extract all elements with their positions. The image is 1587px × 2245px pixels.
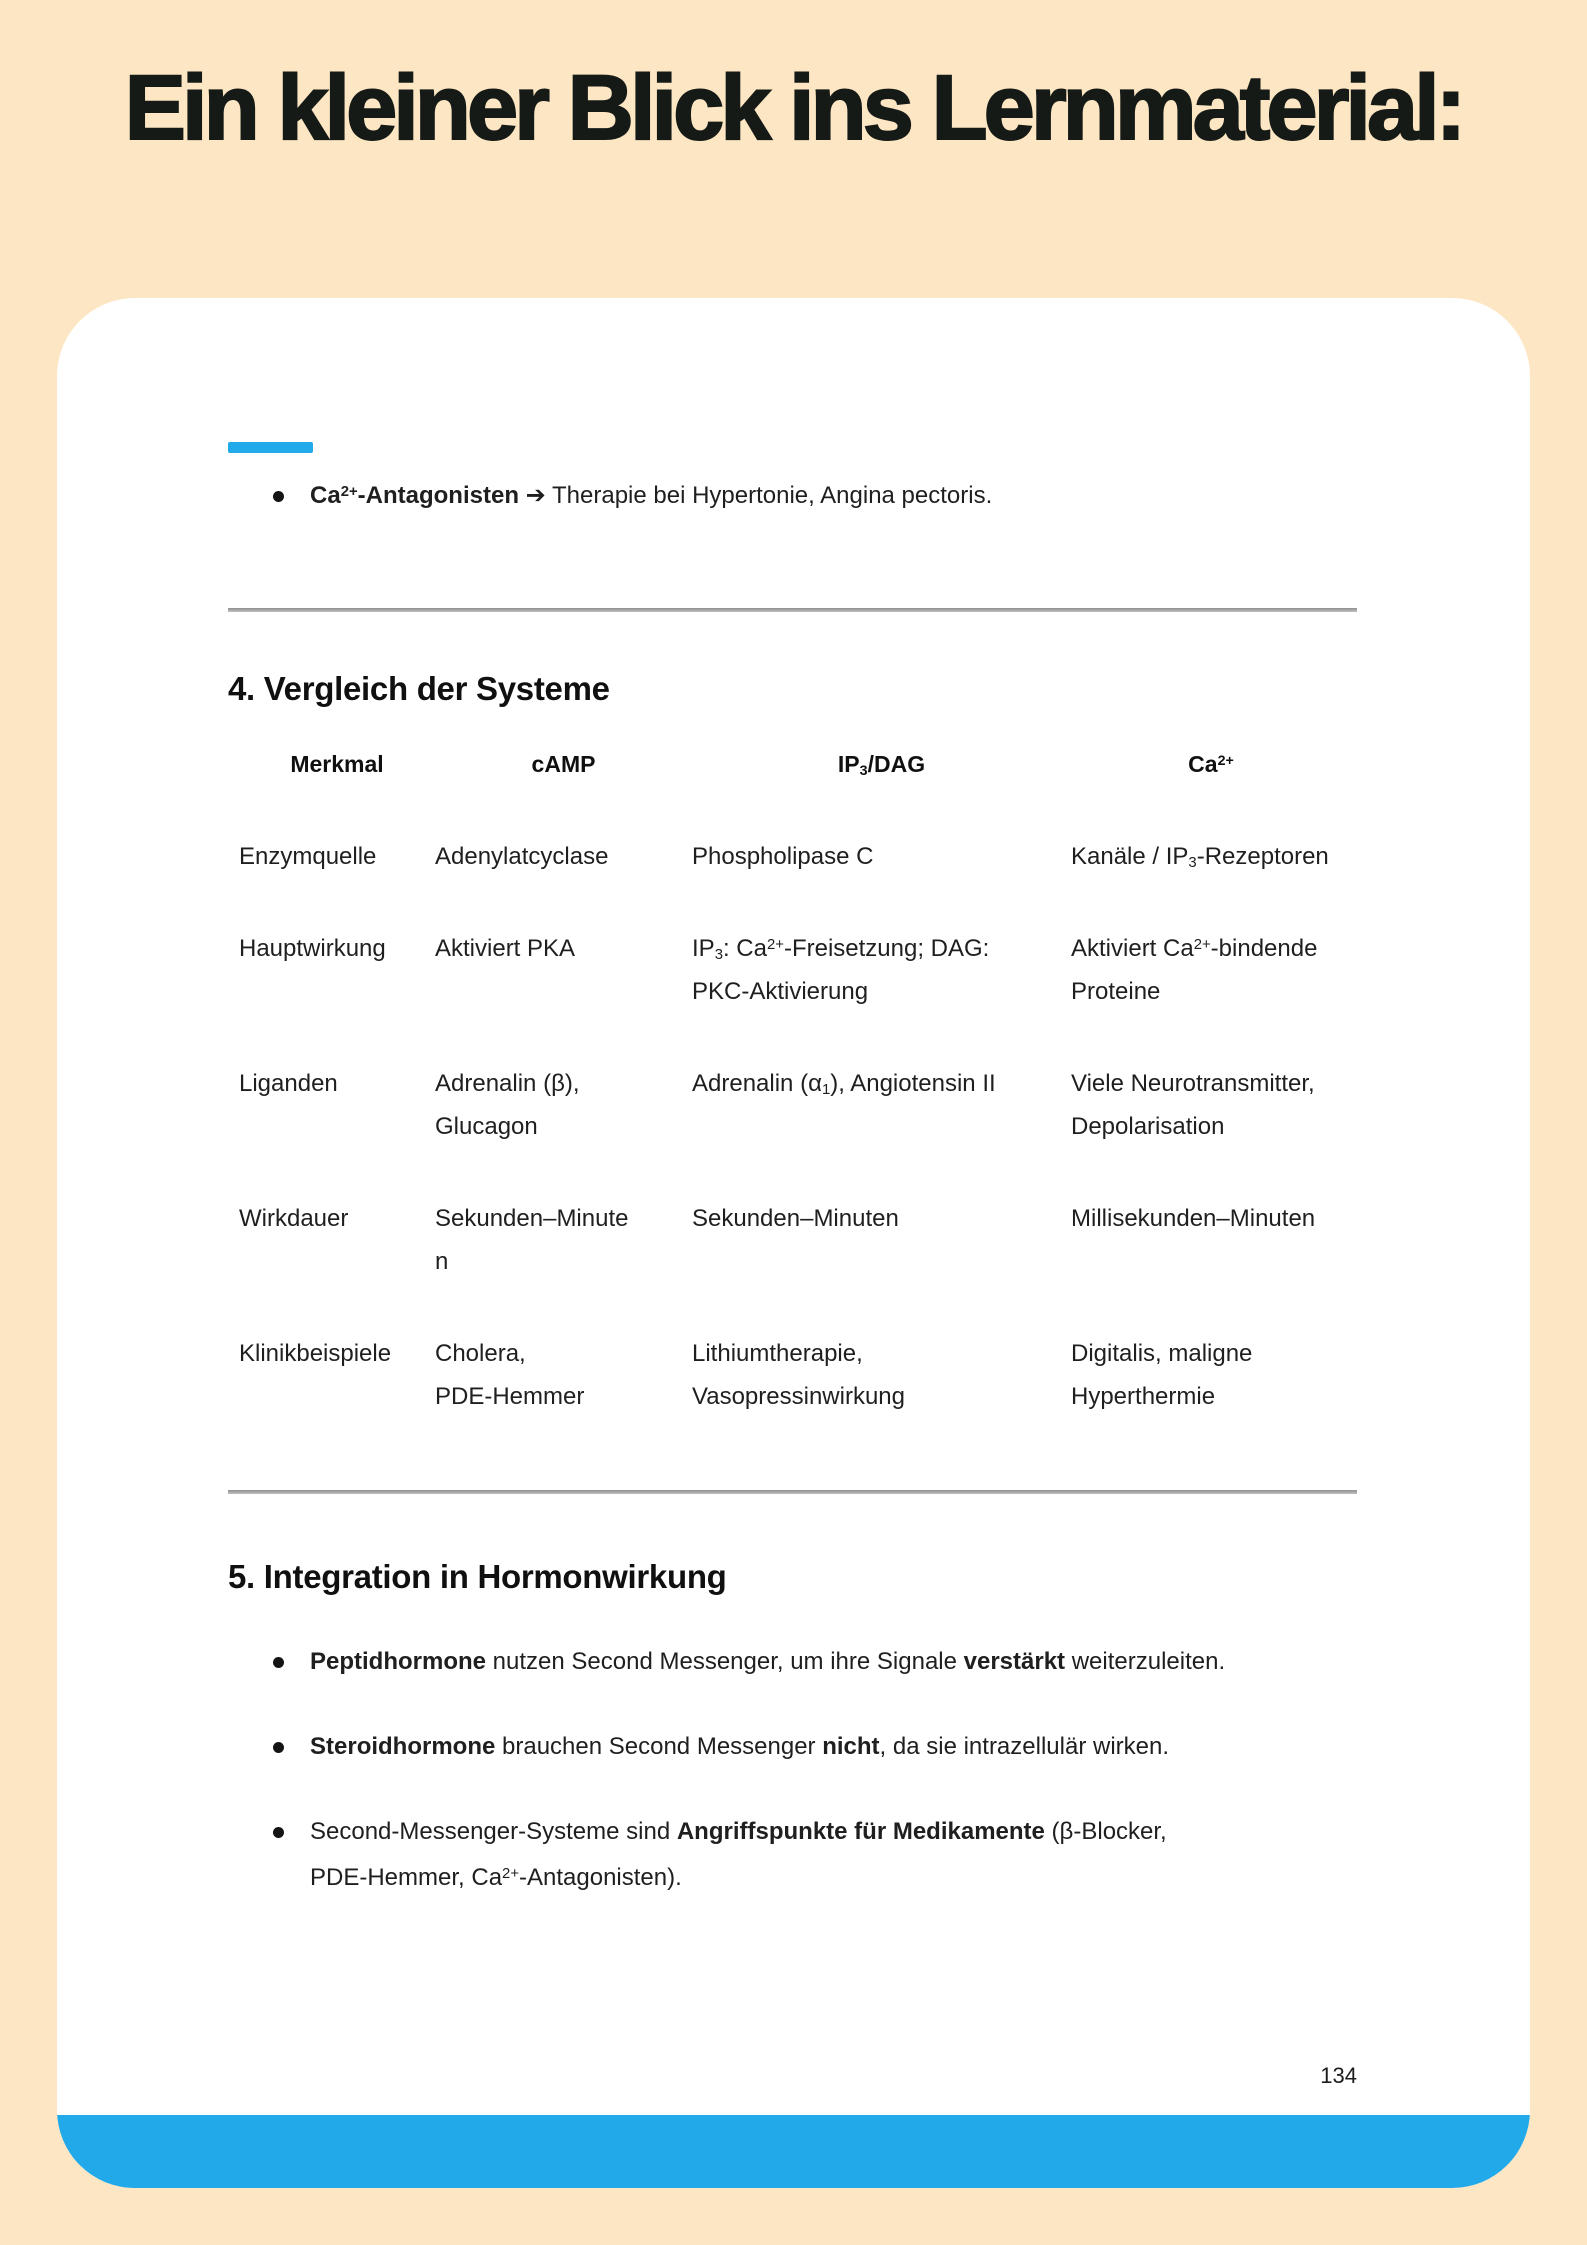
table-cell: Aktiviert PKA: [435, 935, 576, 962]
section-accent-bar: [228, 442, 313, 453]
table-row: [239, 1038, 1357, 1173]
section-4-heading: 4. Vergleich der Systeme: [228, 670, 610, 707]
list-item: [273, 1809, 1357, 1901]
table-cell: $IP_3$: $Ca^{2+}$-Freisetzung; DAG: PKC-Aktivierung: [692, 935, 990, 1005]
card-content: [57, 442, 1530, 1901]
table-cell: Sekunden–Minute n: [435, 1205, 629, 1275]
table-header-cell: cAMP: [531, 751, 596, 777]
table-cell: Digitalis, maligne Hyperthermie: [1071, 1340, 1253, 1410]
table-cell: Lithiumtherapie, Vasopressinwirkung: [692, 1340, 905, 1410]
bullet-dot-icon: [273, 1657, 284, 1668]
bullet-text: $Ca^{2+}$-Antagonisten ➔ Therapie bei Hypertonie, Angina pectoris.: [310, 482, 993, 509]
bullet-text: Steroidhormone brauchen Second Messenger nicht, da sie intrazellulär wirken.: [310, 1733, 1169, 1760]
table-cell: Cholera, PDE-Hemmer: [435, 1340, 585, 1410]
row-label: Liganden: [239, 1070, 338, 1097]
table-cell: Adrenalin $(\alpha_1)$, Angiotensin II: [692, 1070, 996, 1099]
table-cell: Phospholipase C: [692, 843, 874, 870]
table-cell: Adrenalin (β), Glucagon: [435, 1070, 580, 1140]
section-5-bullet-list: [273, 1639, 1357, 1901]
bullet-text: Second-Messenger-Systeme sind Angriffspunkte für Medikamente (β-Blocker, PDE-Hemmer, $Ca^{2+}-Antagonisten$).: [310, 1818, 1167, 1891]
section-divider: [228, 1490, 1357, 1494]
table-row: [239, 903, 1357, 1038]
table-row: [239, 1173, 1357, 1308]
list-item: [273, 473, 1357, 519]
table-header-cell: $IP_3$/DAG: [837, 751, 926, 780]
row-label: Hauptwirkung: [239, 935, 386, 962]
table-cell: Adenylatcyclase: [435, 843, 609, 870]
row-label: Wirkdauer: [239, 1205, 349, 1232]
table-header-cell: Merkmal: [290, 751, 384, 777]
table-cell: Millisekunden–Minuten: [1071, 1205, 1316, 1232]
bullet-dot-icon: [273, 1827, 284, 1838]
table-row: [239, 1308, 1357, 1443]
footer-bar: [57, 2115, 1530, 2188]
row-label: Enzymquelle: [239, 843, 377, 870]
list-item: [273, 1639, 1357, 1685]
table-cell: Aktiviert $Ca^{2+}$-bindende Proteine: [1071, 935, 1318, 1005]
table-cell: Kanäle / $IP_3$-Rezeptoren: [1071, 843, 1329, 872]
list-item: [273, 1724, 1357, 1770]
table-cell: Sekunden–Minuten: [692, 1205, 899, 1232]
content-card: [57, 298, 1530, 2188]
section-divider: [228, 608, 1357, 612]
section-5-heading: 5. Integration in Hormonwirkung: [228, 1558, 727, 1595]
row-label: Klinikbeispiele: [239, 1340, 392, 1367]
table-header-cell: $Ca^{2+}$: [1188, 751, 1234, 777]
bullet-dot-icon: [273, 491, 284, 502]
bullet-text: Peptidhormone nutzen Second Messenger, um ihre Signale verstärkt weiterzuleiten.: [310, 1648, 1226, 1675]
page-number: 134: [1320, 2063, 1357, 2088]
table-row: [239, 811, 1357, 903]
table-header-row: [239, 719, 1357, 811]
table-cell: Viele Neurotransmitter, Depolarisation: [1071, 1070, 1315, 1140]
bullet-dot-icon: [273, 1742, 284, 1753]
page-title: Ein kleiner Blick ins Lernmaterial:: [124, 57, 1463, 159]
comparison-table: [228, 719, 1357, 1443]
intro-bullet-list: [273, 473, 1357, 519]
